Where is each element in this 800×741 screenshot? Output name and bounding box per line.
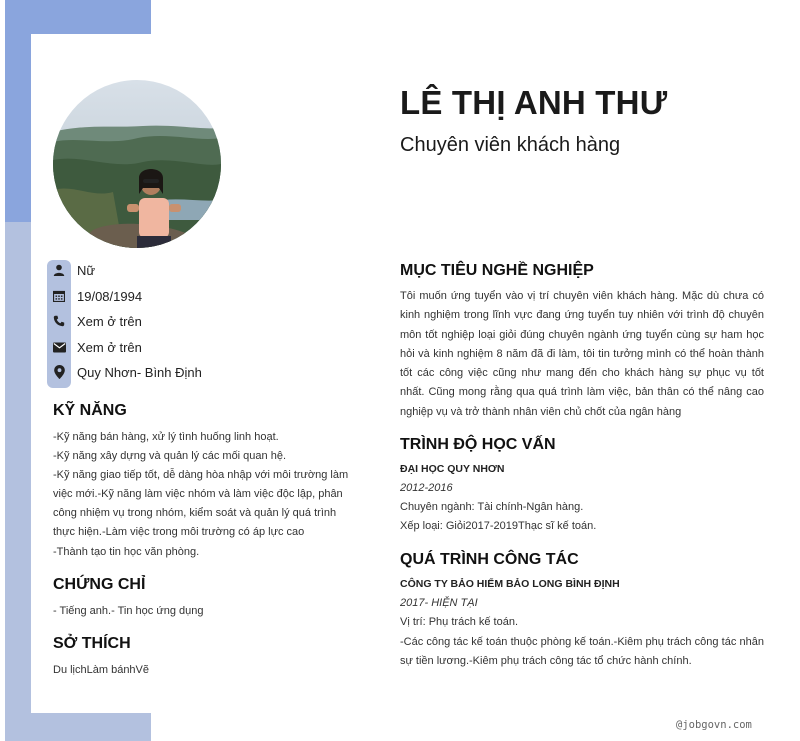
email-value: Xem ở trên: [77, 339, 142, 355]
phone-icon: [47, 311, 71, 331]
skill-line: -Kỹ năng giao tiếp tốt, dễ dàng hòa nhập với môi trường làm việc mới.-Kỹ năng làm việc nhóm và làm việc độc lập, phân công nhiệm vụ trong nhóm, kiểm soát và quản lý quá trình thực hiện.-Làm việc trong môi trường có áp lực cao: [53, 469, 349, 539]
calendar-icon: [47, 286, 71, 306]
work-heading: QUÁ TRÌNH CÔNG TÁC: [400, 551, 579, 568]
work-company: CÔNG TY BẢO HIỂM BẢO LONG BÌNH ĐỊNH: [400, 578, 620, 590]
address-value: Quy Nhơn- Bình Định: [77, 364, 202, 380]
birthday-value: 19/08/1994: [77, 288, 143, 304]
objective-text: Tôi muốn ứng tuyển vào vị trí chuyên viên khách hàng. Mặc dù chưa có kinh nghiệm trong lĩnh vực đang ứng tuyển tuy nhiên với trình độ chuyên môn tốt nghiệp loại giỏi đúng chuyên ngành ứng tuyển cùng sự ham học hỏi và kinh nghiệm 8 năm đã đi làm, tôi tin tưởng mình có thể hoàn thành tốt các công việc cũng như mang đến cho khách hàng sự phục vụ tốt nhất. Cũng mong rằng qua quá trình làm việc, bản thân có thể nâng cao nghiệp vụ và trở thành nhân viên chủ chốt của ngân hàng: [400, 290, 764, 418]
candidate-title: Chuyên viên khách hàng: [400, 134, 621, 156]
contact-gender: [47, 260, 95, 280]
work-period: 2017- HIỆN TẠI: [400, 597, 478, 609]
watermark: @jobgovn.com: [676, 719, 752, 731]
contact-phone: [47, 311, 142, 331]
skills-heading: KỸ NĂNG: [53, 402, 127, 419]
hobbies-heading: SỞ THÍCH: [53, 635, 131, 652]
skills-list: [53, 428, 353, 562]
work-role: Vị trí: Phụ trách kế toán.: [400, 616, 519, 628]
mail-icon: [47, 337, 71, 357]
person-icon: [47, 260, 71, 280]
phone-value: Xem ở trên: [77, 313, 142, 329]
contact-birthday: [47, 286, 142, 306]
skill-line: -Thành tạo tin học văn phòng.: [53, 545, 200, 558]
work-description: -Các công tác kế toán thuộc phòng kế toán.-Kiêm phụ trách công tác nhân sự tiền lương.-Kiêm phụ trách công tác tổ chức hành chính.: [400, 636, 764, 668]
certificates-heading: CHỨNG CHỈ: [53, 576, 146, 593]
education-major: Chuyên ngành: Tài chính-Ngân hàng.: [400, 501, 584, 513]
location-icon: [47, 362, 71, 382]
profile-photo: [53, 80, 221, 248]
education-heading: TRÌNH ĐỘ HỌC VẤN: [400, 436, 556, 453]
gender-value: Nữ: [77, 262, 96, 278]
skill-line: -Kỹ năng xây dựng và quản lý các mối quan hệ.: [53, 450, 287, 463]
candidate-name: LÊ THỊ ANH THƯ: [400, 84, 668, 121]
skill-line: -Kỹ năng bán hàng, xử lý tình huống linh hoạt.: [53, 431, 279, 443]
hobbies-text: Du lịchLàm bánhVẽ: [53, 664, 150, 676]
certificates-text: - Tiếng anh.- Tin học ứng dụng: [53, 605, 204, 617]
education-years: 2012-2016: [400, 482, 453, 494]
objective-heading: MỤC TIÊU NGHỀ NGHIỆP: [400, 262, 594, 279]
education-grade: Xếp loại: Giỏi2017-2019Thạc sĩ kế toán.: [400, 520, 597, 532]
contact-address: [47, 362, 202, 382]
education-school: ĐẠI HỌC QUY NHƠN: [400, 463, 505, 475]
contact-email: [47, 337, 142, 357]
